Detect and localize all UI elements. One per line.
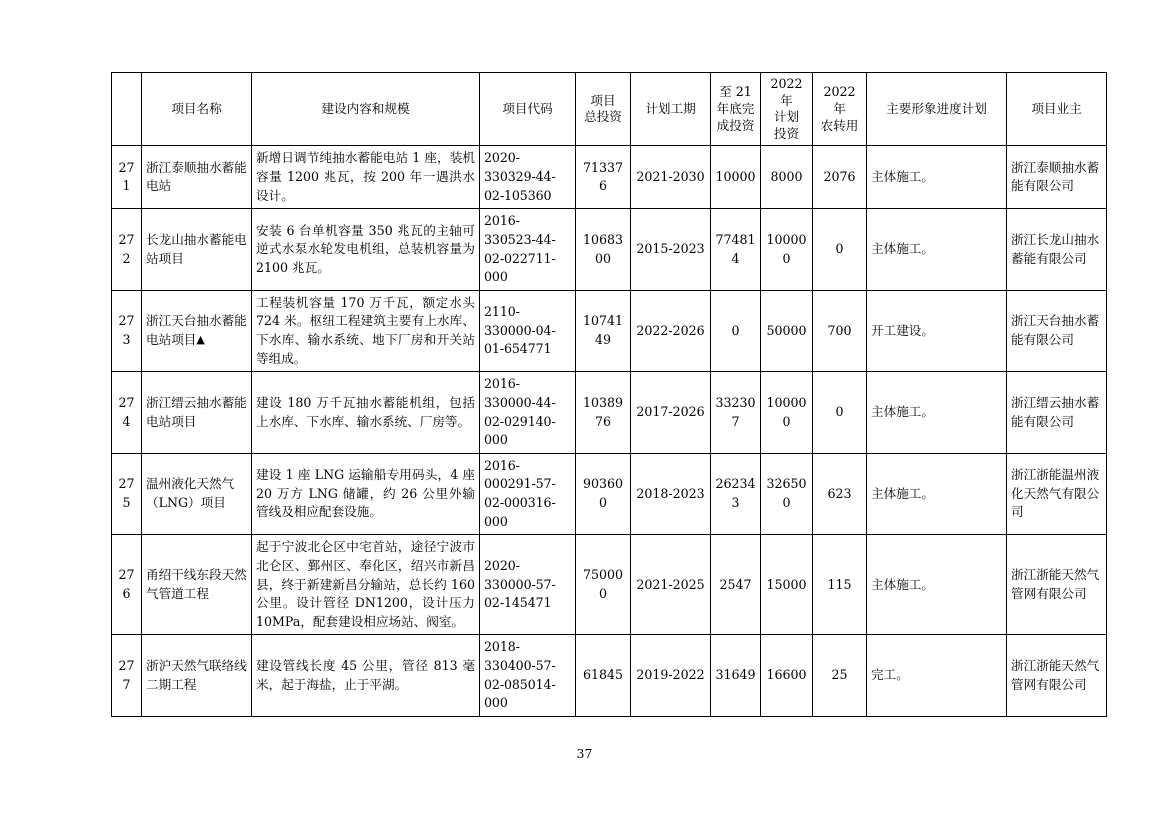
farmland-2022-cell: 2076 xyxy=(813,146,867,209)
planned-period-cell: 2022-2026 xyxy=(631,290,711,372)
project-owner-cell: 浙江缙云抽水蓄能有限公司 xyxy=(1007,372,1107,454)
project-name-cell xyxy=(142,146,252,209)
progress-plan-cell: 完工。 xyxy=(867,635,1007,717)
construction-scope-cell: 建设管线长度 45 公里，管径 813 毫米，起于海盐，止于平湖。 xyxy=(252,635,480,717)
planned-period-cell: 2015-2023 xyxy=(631,209,711,291)
header-plan-2022-line3: 投资 xyxy=(773,125,800,141)
header-plan-2022-line2: 计划 xyxy=(773,109,800,125)
farmland-2022-cell: 623 xyxy=(813,453,867,535)
progress-plan-cell: 主体施工。 xyxy=(867,535,1007,635)
header-project-owner: 项目业主 xyxy=(1007,73,1107,146)
progress-plan-cell: 开工建设。 xyxy=(867,290,1007,372)
farmland-2022-cell: 0 xyxy=(813,372,867,454)
header-plan-2022 xyxy=(761,73,813,146)
header-total-investment-line1: 项目 xyxy=(590,92,616,108)
project-name-text: 长龙山抽水蓄能电站项目 xyxy=(146,231,247,266)
header-farmland-line2: 农转用 xyxy=(820,117,859,133)
header-project-code: 项目代码 xyxy=(480,73,576,146)
table-row xyxy=(112,453,1107,535)
project-owner-cell: 浙江泰顺抽水蓄能有限公司 xyxy=(1007,146,1107,209)
header-planned-period: 计划工期 xyxy=(631,73,711,146)
project-investment-table xyxy=(111,72,1107,717)
table-row xyxy=(112,635,1107,717)
plan-2022-cell: 15000 xyxy=(761,535,813,635)
project-name-text: 浙江泰顺抽水蓄能电站 xyxy=(146,159,247,194)
project-name-text: 浙江缙云抽水蓄能电站项目 xyxy=(146,394,247,429)
header-completed-line1: 至 21 xyxy=(719,84,752,100)
project-code-cell: 2020-330329-44-02-105360 xyxy=(480,146,576,209)
project-name-cell xyxy=(142,453,252,535)
completed-by-2021-cell: 262343 xyxy=(711,453,761,535)
total-investment-cell: 1068300 xyxy=(576,209,631,291)
row-index: 274 xyxy=(112,372,142,454)
completed-by-2021-cell: 0 xyxy=(711,290,761,372)
plan-2022-cell: 50000 xyxy=(761,290,813,372)
row-index: 275 xyxy=(112,453,142,535)
progress-plan-cell: 主体施工。 xyxy=(867,372,1007,454)
total-investment-cell: 1038976 xyxy=(576,372,631,454)
farmland-2022-cell: 115 xyxy=(813,535,867,635)
header-construction-scope: 建设内容和规模 xyxy=(252,73,480,146)
plan-2022-cell: 8000 xyxy=(761,146,813,209)
project-name-cell xyxy=(142,372,252,454)
construction-scope-cell: 建设 180 万千瓦抽水蓄能机组，包括上水库、下水库、输水系统、厂房等。 xyxy=(252,372,480,454)
progress-plan-cell: 主体施工。 xyxy=(867,453,1007,535)
table-row xyxy=(112,372,1107,454)
planned-period-cell: 2021-2025 xyxy=(631,535,711,635)
header-row xyxy=(112,73,1107,146)
completed-by-2021-cell: 774814 xyxy=(711,209,761,291)
project-table-container xyxy=(111,72,1100,717)
farmland-2022-cell: 0 xyxy=(813,209,867,291)
project-owner-cell: 浙江浙能天然气管网有限公司 xyxy=(1007,535,1107,635)
completed-by-2021-cell: 2547 xyxy=(711,535,761,635)
construction-scope-cell: 起于宁波北仑区中宅首站，途径宁波市北仑区、鄞州区、奉化区，绍兴市新昌县，终于新建新昌分输站，总长约 160 公里。设计管径 DN1200，设计压力 10MPa，配套建设相应场站、阀室。 xyxy=(252,535,480,635)
plan-2022-cell: 326500 xyxy=(761,453,813,535)
table-header xyxy=(112,73,1107,146)
project-code-cell: 2018-330400-57-02-085014-000 xyxy=(480,635,576,717)
table-row xyxy=(112,535,1107,635)
row-index: 272 xyxy=(112,209,142,291)
project-name-cell xyxy=(142,209,252,291)
progress-plan-cell: 主体施工。 xyxy=(867,209,1007,291)
header-index xyxy=(112,73,142,146)
farmland-2022-cell: 700 xyxy=(813,290,867,372)
construction-scope-cell: 新增日调节纯抽水蓄能电站 1 座，装机容量 1200 兆瓦，按 200 年一遇洪水设计。 xyxy=(252,146,480,209)
total-investment-cell: 1074149 xyxy=(576,290,631,372)
construction-scope-cell: 建设 1 座 LNG 运输船专用码头，4 座 20 万方 LNG 储罐，约 26 公里外输管线及相应配套设施。 xyxy=(252,453,480,535)
project-name-cell xyxy=(142,635,252,717)
project-name-cell xyxy=(142,290,252,372)
project-name-text: 甬绍干线东段天然气管道工程 xyxy=(146,567,247,601)
key-project-triangle-icon: ▲ xyxy=(196,333,205,347)
project-owner-cell: 浙江天台抽水蓄能有限公司 xyxy=(1007,290,1107,372)
row-index: 273 xyxy=(112,290,142,372)
project-owner-cell: 浙江长龙山抽水蓄能有限公司 xyxy=(1007,209,1107,291)
row-index: 271 xyxy=(112,146,142,209)
row-index: 277 xyxy=(112,635,142,717)
project-name-text: 浙沪天然气联络线二期工程 xyxy=(146,658,247,692)
construction-scope-cell: 工程装机容量 170 万千瓦，额定水头 724 米。枢纽工程建筑主要有上水库、下水库、输水系统、地下厂房和开关站等组成。 xyxy=(252,290,480,372)
page-number: 37 xyxy=(576,746,593,761)
header-progress-plan: 主要形象进度计划 xyxy=(867,73,1007,146)
header-project-name: 项目名称 xyxy=(142,73,252,146)
project-code-cell: 2016-330523-44-02-022711-000 xyxy=(480,209,576,291)
completed-by-2021-cell: 10000 xyxy=(711,146,761,209)
project-owner-cell: 浙江浙能温州液化天然气有限公司 xyxy=(1007,453,1107,535)
table-row xyxy=(112,209,1107,291)
total-investment-cell: 713376 xyxy=(576,146,631,209)
completed-by-2021-cell: 31649 xyxy=(711,635,761,717)
planned-period-cell: 2017-2026 xyxy=(631,372,711,454)
header-farmland-line1: 2022 年 xyxy=(823,84,856,116)
plan-2022-cell: 16600 xyxy=(761,635,813,717)
header-total-investment xyxy=(576,73,631,146)
table-row xyxy=(112,146,1107,209)
construction-scope-cell: 安装 6 台单机容量 350 兆瓦的主轴可逆式水泵水轮发电机组，总装机容量为 2100 兆瓦。 xyxy=(252,209,480,291)
header-completed-by-2021 xyxy=(711,73,761,146)
total-investment-cell: 750000 xyxy=(576,535,631,635)
project-code-cell: 2016-330000-44-02-029140-000 xyxy=(480,372,576,454)
header-farmland-2022 xyxy=(813,73,867,146)
plan-2022-cell: 100000 xyxy=(761,209,813,291)
farmland-2022-cell: 25 xyxy=(813,635,867,717)
table-body xyxy=(112,146,1107,717)
total-investment-cell: 61845 xyxy=(576,635,631,717)
project-code-cell: 2020-330000-57-02-145471 xyxy=(480,535,576,635)
header-plan-2022-line1: 2022 年 xyxy=(770,76,803,108)
project-code-cell: 2016-000291-57-02-000316-000 xyxy=(480,453,576,535)
total-investment-cell: 903600 xyxy=(576,453,631,535)
plan-2022-cell: 100000 xyxy=(761,372,813,454)
progress-plan-cell: 主体施工。 xyxy=(867,146,1007,209)
planned-period-cell: 2019-2022 xyxy=(631,635,711,717)
planned-period-cell: 2018-2023 xyxy=(631,453,711,535)
project-name-text: 温州液化天然气（LNG）项目 xyxy=(146,476,235,511)
header-completed-line3: 成投资 xyxy=(716,117,755,133)
row-index: 276 xyxy=(112,535,142,635)
header-total-investment-line2: 总投资 xyxy=(584,109,622,125)
project-owner-cell: 浙江浙能天然气管网有限公司 xyxy=(1007,635,1107,717)
completed-by-2021-cell: 332307 xyxy=(711,372,761,454)
project-name-text: 浙江天台抽水蓄能电站项目 xyxy=(146,313,247,348)
header-completed-line2: 年底完 xyxy=(716,100,755,116)
planned-period-cell: 2021-2030 xyxy=(631,146,711,209)
project-name-cell xyxy=(142,535,252,635)
project-code-cell: 2110-330000-04-01-654771 xyxy=(480,290,576,372)
table-row xyxy=(112,290,1107,372)
